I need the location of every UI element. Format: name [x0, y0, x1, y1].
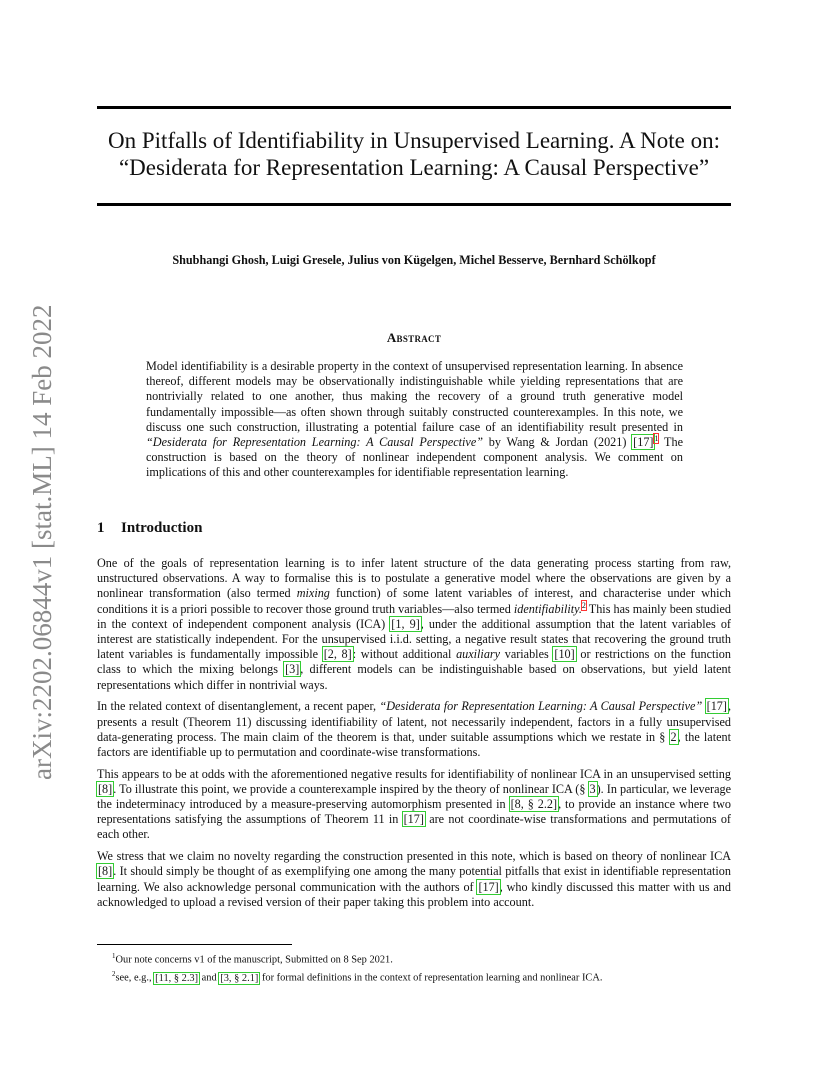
citation-link-10[interactable]: [10]	[554, 647, 575, 662]
title-bottom-rule	[97, 203, 731, 206]
paragraph-text: : without additional	[352, 647, 457, 662]
section-ref-link-3[interactable]: 3	[589, 781, 596, 796]
citation-link-8[interactable]: [8]	[98, 781, 113, 796]
paragraph-text: function) of some latent variables of interest, and characterise under which conditions it is a priori possible to recover those ground truth variables—also termed	[97, 586, 731, 616]
paragraph-text: In the related context of disentanglement, a recent paper,	[97, 699, 380, 714]
arxiv-identifier	[27, 280, 57, 780]
introduction-body	[97, 556, 731, 916]
citation-link-8-s2-2[interactable]: [8, § 2.2]	[510, 797, 558, 812]
paragraph-text: We stress that we claim no novelty regarding the construction presented in this note, which is based on theory of nonlinear ICA	[97, 849, 731, 864]
abstract-text: by Wang & Jordan (2021)	[483, 435, 633, 450]
title-top-rule	[97, 106, 731, 109]
footnote-mark: 1	[112, 952, 116, 960]
paragraph-text: . It should simply be thought of as exemplifying one among the many potential pitfalls that exist in identifiable representation learning. We also acknowledge personal communication with the authors of	[97, 864, 731, 894]
section-ref-link-2[interactable]: 2	[670, 729, 677, 744]
paragraph	[97, 556, 731, 693]
paper-title-line-2: “Desiderata for Representation Learning: A Causal Perspective”	[118, 155, 710, 180]
paragraph	[97, 767, 731, 843]
footnotes	[112, 949, 732, 986]
section-title: Introduction	[121, 520, 203, 536]
author-list: Shubhangi Ghosh, Luigi Gresele, Julius von Kügelgen, Michel Besserve, Bernhard Schölkopf	[172, 253, 656, 267]
citation-link-17[interactable]: [17]	[706, 699, 727, 714]
emphasis-text: auxiliary	[456, 647, 501, 662]
paper-title-line-1: On Pitfalls of Identifiability in Unsupervised Learning. A Note on:	[108, 128, 720, 153]
abstract-text: The construction is based on the theory of nonlinear independent component analysis. We comment on implications of this and other counterexamples for identifiable representation learning.	[146, 435, 683, 480]
paragraph-text: This appears to be at odds with the aforementioned negative results for identifiability of nonlinear ICA in an unsupervised setting	[97, 766, 731, 781]
footnote-text: for formal definitions in the context of representation learning and nonlinear ICA.	[259, 972, 603, 984]
footnote-1	[112, 949, 732, 967]
paragraph-text: , under the additional assumption that the latent variables of interest are statistically independent. For the unsupervised i.i.d. setting, a negative result states that recovering the ground truth latent variables is fundamentally impossible	[97, 616, 731, 662]
paragraph-text: or restrictions on the function class to which the mixing belongs	[97, 647, 731, 677]
citation-link-2-8[interactable]: [2, 8]	[323, 647, 352, 662]
arxiv-identifier-text: arXiv:2202.06844v1 [stat.ML] 14 Feb 2022	[27, 304, 57, 780]
footnote-divider	[97, 944, 292, 945]
paragraph-text: , presents a result (Theorem 11) discussing identifiability of latent, not necessarily independent, factors in a fully unsupervised data-generating process. The main claim of the theorem is that, under suitable assumptions which we restate in §	[97, 699, 731, 744]
paragraph-text: are not coordinate-wise transformations and permutations of each other.	[97, 812, 731, 842]
emphasis-text: identifiability.	[513, 601, 582, 616]
paragraph-text: . To illustrate this point, we provide a counterexample inspired by the theory of nonlinear ICA (§	[113, 781, 589, 796]
abstract-body	[146, 359, 683, 481]
footnote-text: see, e.g.,	[115, 972, 155, 984]
citation-link-11[interactable]: [11, § 2.3]	[155, 972, 199, 984]
citation-link-1-9[interactable]: [1, 9]	[391, 616, 420, 631]
cited-title: “Desiderata for Representation Learning: A Causal Perspective”	[379, 699, 703, 714]
footnote-text: Our note concerns v1 of the manuscript, Submitted on 8 Sep 2021.	[115, 954, 393, 966]
footnote-mark: 2	[112, 970, 116, 979]
footnote-link-1[interactable]: 1	[654, 433, 659, 443]
paragraph-text: This has mainly been studied in the context of independent component analysis (ICA)	[97, 601, 731, 631]
paper-title	[97, 127, 731, 181]
footnote-2	[112, 967, 732, 985]
footnote-text: and	[199, 972, 220, 984]
paragraph-text: , the latent factors are identifiable up to permutation and coordinate-wise transformations.	[97, 729, 731, 759]
abstract-text: Model identifiability is a desirable property in the context of unsupervised representation learning. In absence thereof, different models may be observationally indistinguishable while yielding representations that are nontrivially related to one another, thus making the recovery of a ground truth generative model fundamentally impossible—as often shown through suitably constructed counterexamples. In this note, we discuss one such construction, illustrating a potential failure case of an identifiability result presented in	[146, 359, 683, 434]
section-number: 1	[97, 520, 105, 536]
paragraph-text: , different models can be indistinguishable based on observations, but yield latent representations which differ in nontrivial ways.	[97, 662, 732, 692]
section-heading-introduction	[97, 520, 202, 537]
abstract-heading: Abstract	[386, 330, 442, 345]
paragraph	[97, 699, 731, 760]
paragraph-text: , who kindly discussed this matter with us and acknowledged to upload a revised version of their paper taking this problem into account.	[97, 879, 731, 909]
abstract-cited-title: “Desiderata for Representation Learning: A Causal Perspective”	[146, 435, 484, 450]
footnote-link-2[interactable]: 2	[581, 600, 586, 610]
citation-link-17[interactable]: [17]	[478, 879, 499, 894]
paragraph-text: ). In particular, we leverage the indeterminacy introduced by a measure-preserving automorphism presented in	[97, 781, 731, 812]
paragraph-text: One of the goals of representation learning is to infer latent structure of the data generating process starting from raw, unstructured observations. A way to formalise this is to postulate a generative model where the observations are given by a nonlinear transformation (also termed	[97, 556, 731, 601]
paragraph-text: , to provide an instance where two representations satisfying the assumptions of Theorem 11 in	[97, 797, 732, 827]
citation-link-17[interactable]: [17]	[633, 435, 654, 450]
citation-link-3-s2-1[interactable]: [3, § 2.1]	[220, 972, 259, 984]
citation-link-17[interactable]: [17]	[403, 812, 424, 827]
paragraph-text: variables	[500, 647, 554, 662]
citation-link-8[interactable]: [8]	[98, 864, 113, 879]
paragraph	[97, 849, 731, 910]
emphasis-text: mixing	[296, 586, 330, 601]
citation-link-3[interactable]: [3]	[285, 662, 300, 677]
